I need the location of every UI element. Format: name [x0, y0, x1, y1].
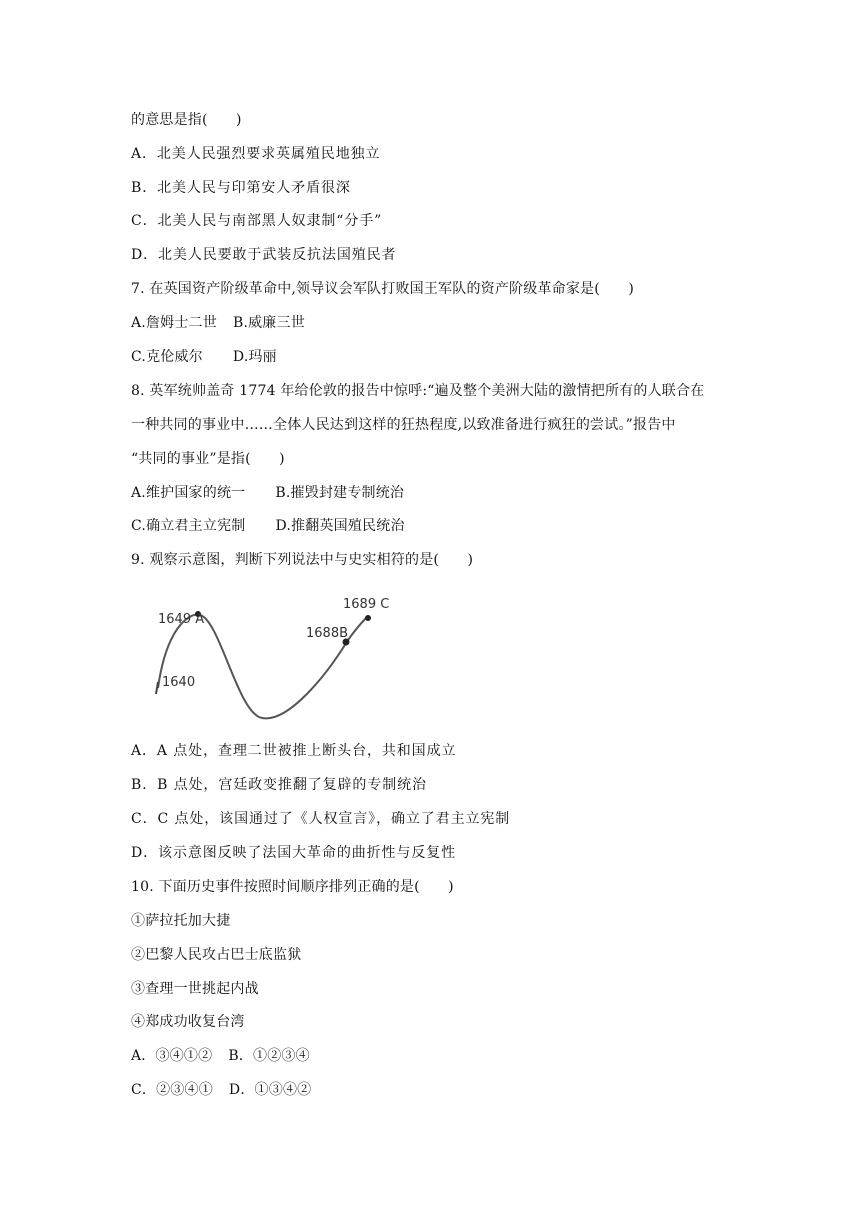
label-b: 1688B	[306, 626, 349, 641]
q10-option-c: C．②③④①	[131, 1082, 213, 1098]
label-c: 1689 C	[343, 597, 390, 612]
q9-option-a: A．A 点处，查理二世被推上断头台，共和国成立	[131, 743, 457, 759]
q7-option-d: D.玛丽	[232, 349, 277, 365]
q9-option-d: D．该示意图反映了法国大革命的曲折性与反复性	[131, 845, 457, 861]
q7-option-a: A.詹姆士二世	[131, 315, 217, 331]
start-point-mark	[156, 682, 158, 694]
q10-item-1: ①萨拉托加大捷	[131, 913, 231, 929]
q6-option-a: A．北美人民强烈要求英属殖民地独立	[131, 146, 381, 162]
q6-stem-end: 的意思是指( )	[131, 112, 242, 128]
q6-option-b: B．北美人民与印第安人矛盾很深	[131, 180, 351, 196]
point-c	[365, 615, 371, 621]
q7-options-ab	[131, 313, 305, 333]
q10-item-2: ②巴黎人民攻占巴士底监狱	[131, 947, 302, 963]
label-start: 1640	[162, 675, 196, 690]
q10-item-4: ④郑成功收复台湾	[131, 1014, 245, 1030]
q10-option-d: D．①③④②	[228, 1082, 312, 1098]
q8-option-d: D.推翻英国殖民统治	[275, 518, 405, 534]
q10-item-3: ③查理一世挑起内战	[131, 981, 259, 997]
q10-options-ab	[131, 1046, 310, 1066]
q7-option-c: C.克伦威尔	[131, 349, 203, 365]
q10-option-b: B．①②③④	[228, 1048, 310, 1064]
q7-option-b: B.威廉三世	[232, 315, 305, 331]
q8-option-b: B.摧毁封建专制统治	[275, 485, 405, 501]
q10-options-cd	[131, 1080, 311, 1100]
q8-stem-line2: 一种共同的事业中……全体人民达到这样的狂热程度,以致准备进行疯狂的尝试。”报告中	[131, 417, 676, 433]
q10-option-a: A．③④①②	[131, 1048, 213, 1064]
q10-stem: 10. 下面历史事件按照时间顺序排列正确的是( )	[131, 879, 454, 895]
q9-option-b: B．B 点处，宫廷政变推翻了复辟的专制统治	[131, 777, 427, 793]
q8-option-c: C.确立君主立宪制	[131, 518, 246, 534]
label-a: 1649 A	[158, 612, 205, 627]
revolution-curve-diagram	[150, 590, 390, 730]
q6-option-c: C．北美人民与南部黑人奴隶制“分手”	[131, 213, 383, 229]
q9-stem: 9. 观察示意图，判断下列说法中与史实相符的是( )	[131, 552, 474, 568]
q9-option-c: C．C 点处，该国通过了《人权宣言》，确立了君主立宪制	[131, 811, 511, 827]
q7-stem: 7. 在英国资产阶级革命中,领导议会军队打败国王军队的资产阶级革命家是( )	[131, 281, 634, 297]
q8-options-cd	[131, 516, 405, 536]
q6-option-d: D．北美人民要敢于武装反抗法国殖民者	[131, 247, 397, 263]
q8-stem-line1: 8. 英军统帅盖奇 1774 年给伦敦的报告中惊呼:“遍及整个美洲大陆的激情把所有的人联合在	[131, 383, 705, 399]
q8-options-ab	[131, 483, 404, 503]
q8-stem-line3: “共同的事业”是指( )	[131, 451, 285, 467]
q8-option-a: A.维护国家的统一	[131, 485, 246, 501]
q7-options-cd	[131, 347, 277, 367]
